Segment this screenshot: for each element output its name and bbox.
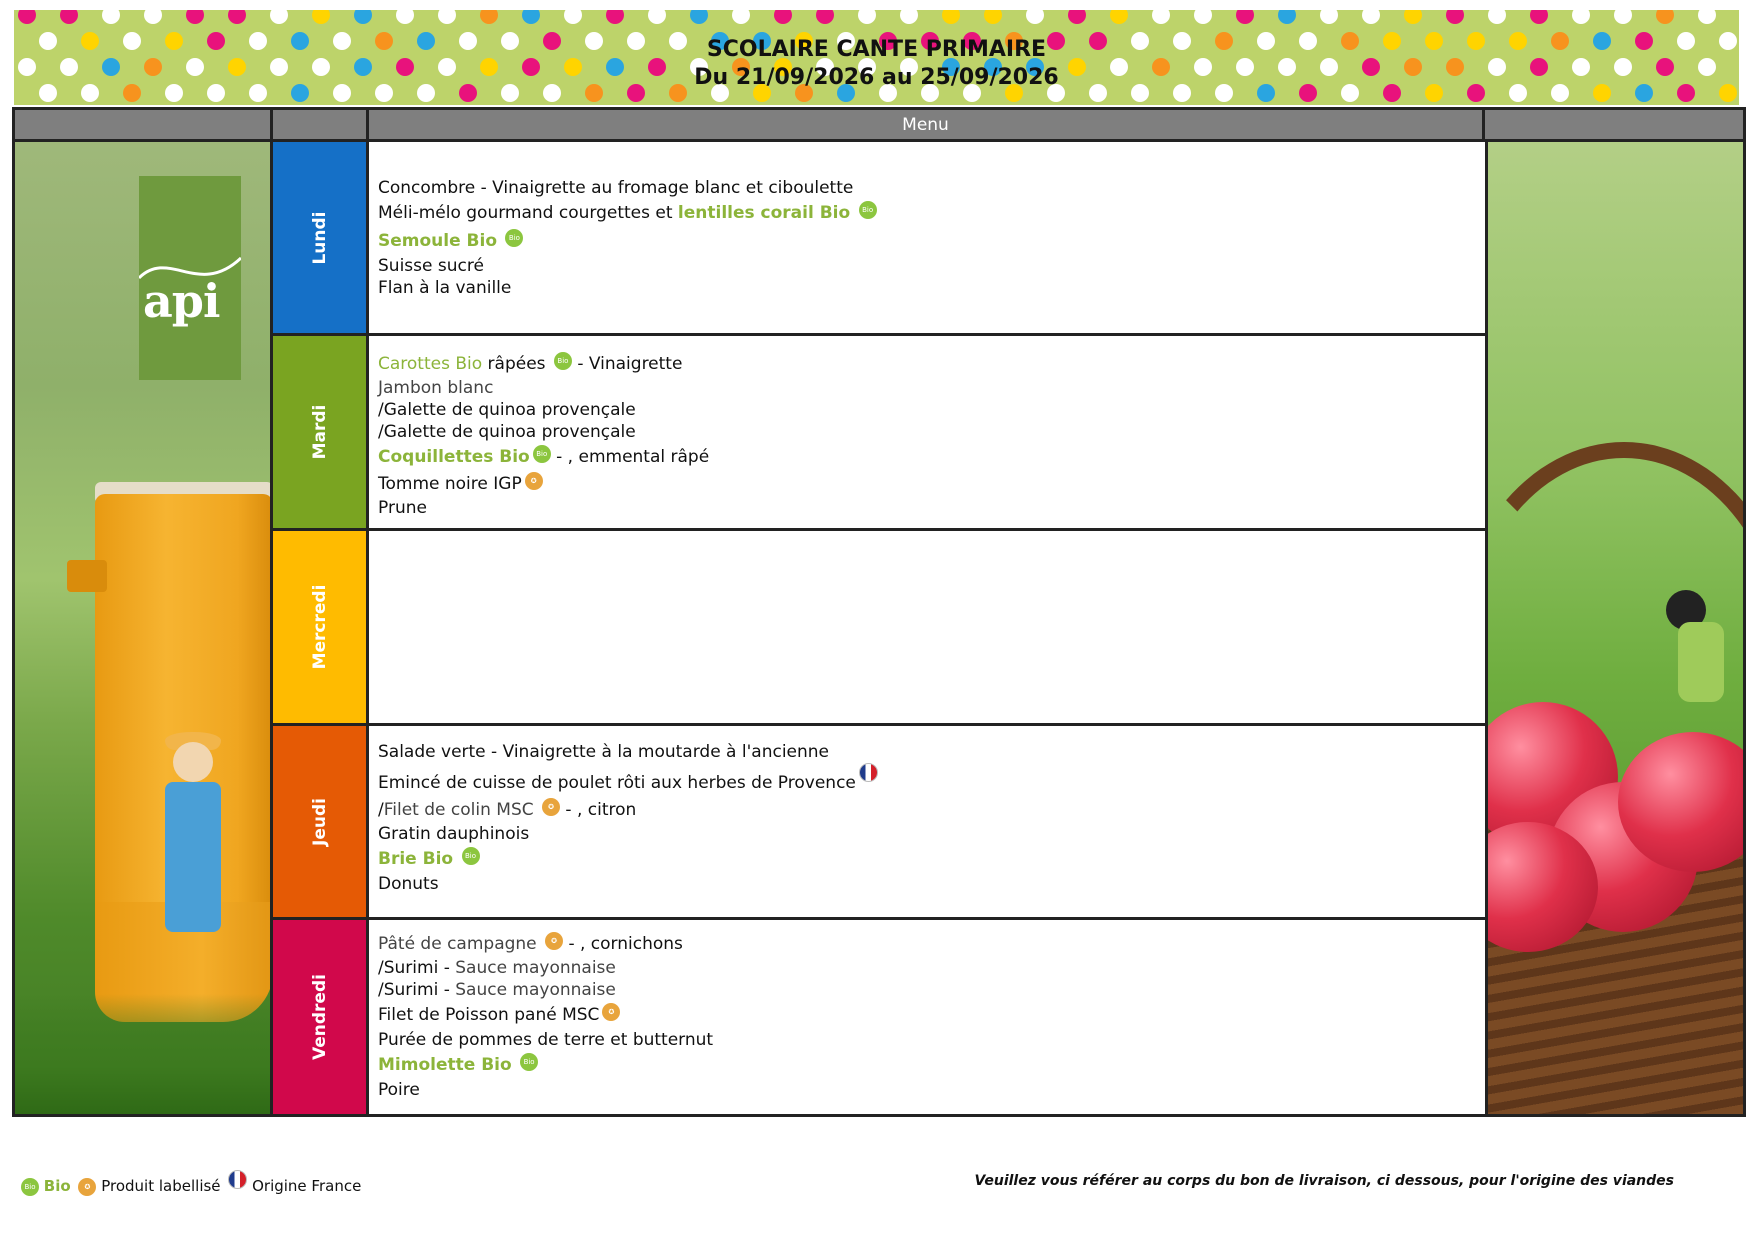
- menu-item-text: Sauce mayonnaise: [455, 958, 616, 978]
- day-label-mardi: Mardi: [309, 404, 330, 460]
- bio-item-text: Carottes Bio: [378, 354, 483, 374]
- page-title: [14, 36, 1739, 92]
- menu-item-text: Pâté de campagne: [378, 934, 537, 954]
- bio-icon: Bio: [462, 847, 480, 865]
- legend-label: Produit labellisé: [101, 1177, 221, 1195]
- day-cell-jeudi: [273, 726, 369, 920]
- menu-item-text: râpées: [482, 354, 551, 374]
- menu-item-text: - , citron: [560, 800, 637, 820]
- banner-dot-icon: [60, 10, 78, 24]
- banner-dot-icon: [564, 10, 582, 24]
- menu-item: Flan à la vanille: [378, 278, 512, 298]
- banner-dot-icon: [1404, 10, 1422, 24]
- right-illustration: [1485, 142, 1743, 1114]
- menu-item: /Galette de quinoa provençale: [378, 422, 636, 442]
- menu-item: Jambon blanc: [378, 378, 494, 398]
- menu-item-text: Tomme noire IGP: [378, 474, 522, 494]
- bio-item-text: Mimolette Bio: [378, 1055, 512, 1075]
- banner-dot-icon: [18, 10, 36, 24]
- banner-dot-icon: [984, 10, 1002, 24]
- menu-item: [378, 979, 1485, 1001]
- banner-dot-icon: [606, 10, 624, 24]
- banner-dot-icon: [1698, 10, 1716, 24]
- left-illustration: [15, 142, 273, 1114]
- header-cell-right: [1485, 110, 1743, 142]
- header-cell-left: [15, 110, 273, 142]
- banner-dot-icon: [1278, 10, 1296, 24]
- menu-item: Donuts: [378, 874, 439, 894]
- api-logo-text: api: [143, 274, 220, 328]
- menu-item: Gratin dauphinois: [378, 824, 530, 844]
- day-label-lundi: Lundi: [309, 210, 330, 265]
- menu-item: Suisse sucré: [378, 256, 484, 276]
- banner-dot-icon: [648, 10, 666, 24]
- menu-cell-mardi: [369, 336, 1485, 531]
- header-cell-day: [273, 110, 369, 142]
- bio-item-text: Coquillettes Bio: [378, 447, 530, 467]
- legend-france: Origine France: [252, 1177, 362, 1195]
- banner-dot-icon: [816, 10, 834, 24]
- menu-item: [378, 471, 1485, 497]
- bio-icon: Bio: [554, 352, 572, 370]
- banner-dot-icon: [1488, 10, 1506, 24]
- banner-dot-icon: [102, 10, 120, 24]
- banner-dot-icon: [1572, 10, 1590, 24]
- menu-item: [378, 1051, 1485, 1079]
- gardener-figure-icon: [165, 782, 221, 932]
- menu-item-text: Méli-mélo gourmand courgettes et: [378, 203, 678, 223]
- menu-item: Concombre - Vinaigrette au fromage blanc et ciboulette: [378, 178, 854, 198]
- menu-cell-mercredi: [369, 531, 1485, 726]
- grass: [15, 994, 270, 1114]
- menu-item: Prune: [378, 498, 427, 518]
- banner-dot-icon: [270, 10, 288, 24]
- menu-item: /Galette de quinoa provençale: [378, 400, 636, 420]
- banner-dot-icon: [1362, 10, 1380, 24]
- banner-dot-icon: [1194, 10, 1212, 24]
- legend: [18, 1170, 361, 1196]
- menu-cell-vendredi: [369, 920, 1485, 1114]
- day-label-mercredi: Mercredi: [309, 584, 330, 670]
- banner-dot-icon: [690, 10, 708, 24]
- banner-dot-icon: [438, 10, 456, 24]
- day-cell-lundi: [273, 142, 369, 336]
- banner-dot-icon: [900, 10, 918, 24]
- bio-icon: Bio: [533, 445, 551, 463]
- legend-bio: Bio: [43, 1177, 71, 1195]
- menu-item-text: /Surimi -: [378, 980, 456, 1000]
- menu-item: [378, 1001, 1485, 1029]
- label-rouge-icon: ✪: [78, 1178, 96, 1196]
- banner-dot-icon: [1320, 10, 1338, 24]
- banner-dot-icon: [396, 10, 414, 24]
- banner-dot-icon: [1236, 10, 1254, 24]
- day-cell-vendredi: [273, 920, 369, 1114]
- menu-item: [378, 443, 1485, 471]
- footer-note: Veuillez vous référer au corps du bon de livraison, ci dessous, pour l'origine des viandes: [974, 1173, 1674, 1189]
- day-cell-mercredi: [273, 531, 369, 726]
- banner-dot-icon: [228, 10, 246, 24]
- menu-cell-jeudi: [369, 726, 1485, 920]
- menu-item: [378, 763, 1485, 797]
- menu-item: [378, 351, 1485, 377]
- menu-item-text: - , emmental râpé: [550, 447, 710, 467]
- menu-item: [378, 931, 1485, 957]
- menu-item-text: Sauce mayonnaise: [455, 980, 616, 1000]
- menu-cell-lundi: [369, 142, 1485, 336]
- banner-dot-icon: [354, 10, 372, 24]
- menu-item-text: Emincé de cuisse de poulet rôti aux herbes de Provence: [378, 773, 856, 793]
- banner-dot-icon: [1614, 10, 1632, 24]
- menu-item: [378, 957, 1485, 979]
- bio-item-text: lentilles corail Bio: [677, 203, 851, 223]
- banner-dot-icon: [1068, 10, 1086, 24]
- date-range: Du 21/09/2026 au 25/09/2026: [694, 65, 1059, 90]
- banner-dot-icon: [144, 10, 162, 24]
- boot-strap: [67, 560, 107, 592]
- label-rouge-icon: ✪: [602, 1003, 620, 1021]
- day-label-jeudi: Jeudi: [309, 797, 330, 846]
- day-label-vendredi: Vendredi: [309, 974, 330, 1060]
- menu-item-text: Filet de Poisson pané MSC: [378, 1005, 600, 1025]
- menu-table: [12, 107, 1746, 1117]
- banner-dot-icon: [858, 10, 876, 24]
- banner-dot-icon: [1656, 10, 1674, 24]
- menu-item-text: - Vinaigrette: [571, 354, 683, 374]
- school-name: SCOLAIRE CANTE PRIMAIRE: [706, 37, 1047, 62]
- menu-item: [378, 227, 1485, 255]
- menu-item: Purée de pommes de terre et butternut: [378, 1030, 714, 1050]
- banner-dot-icon: [732, 10, 750, 24]
- menu-item: [378, 797, 1485, 823]
- menu-item-text: Filet de colin MSC: [383, 800, 534, 820]
- bio-icon: Bio: [520, 1053, 538, 1071]
- france-flag-icon: [859, 763, 878, 782]
- banner-dot-icon: [774, 10, 792, 24]
- label-rouge-icon: ✪: [542, 798, 560, 816]
- menu-item: Poire: [378, 1080, 420, 1100]
- banner-dot-icon: [1446, 10, 1464, 24]
- banner-dot-icon: [1110, 10, 1128, 24]
- banner-dot-icon: [1530, 10, 1548, 24]
- banner-dot-icon: [522, 10, 540, 24]
- banner-dot-icon: [942, 10, 960, 24]
- header-banner: [14, 10, 1739, 105]
- header-cell-menu: Menu: [369, 110, 1485, 142]
- api-logo: [139, 176, 241, 380]
- gardener-head-icon: [173, 742, 213, 782]
- child-figure-icon: [1678, 622, 1724, 702]
- bio-item-text: Semoule Bio: [378, 231, 498, 251]
- menu-item: Salade verte - Vinaigrette à la moutarde à l'ancienne: [378, 742, 830, 762]
- menu-item-text: /Surimi -: [378, 958, 456, 978]
- bio-icon: Bio: [505, 229, 523, 247]
- banner-dot-icon: [312, 10, 330, 24]
- menu-item: [378, 199, 1485, 227]
- bio-icon: Bio: [859, 201, 877, 219]
- menu-item: [378, 845, 1485, 873]
- banner-dot-icon: [480, 10, 498, 24]
- bio-icon: Bio: [21, 1178, 39, 1196]
- day-cell-mardi: [273, 336, 369, 531]
- banner-dot-icon: [1152, 10, 1170, 24]
- banner-dot-icon: [1026, 10, 1044, 24]
- bio-item-text: Brie Bio: [378, 849, 454, 869]
- menu-item-text: /: [378, 800, 384, 820]
- banner-dot-icon: [186, 10, 204, 24]
- menu-item-text: - , cornichons: [563, 934, 683, 954]
- france-flag-icon: [228, 1170, 247, 1189]
- label-rouge-icon: ✪: [545, 932, 563, 950]
- label-rouge-icon: ✪: [525, 472, 543, 490]
